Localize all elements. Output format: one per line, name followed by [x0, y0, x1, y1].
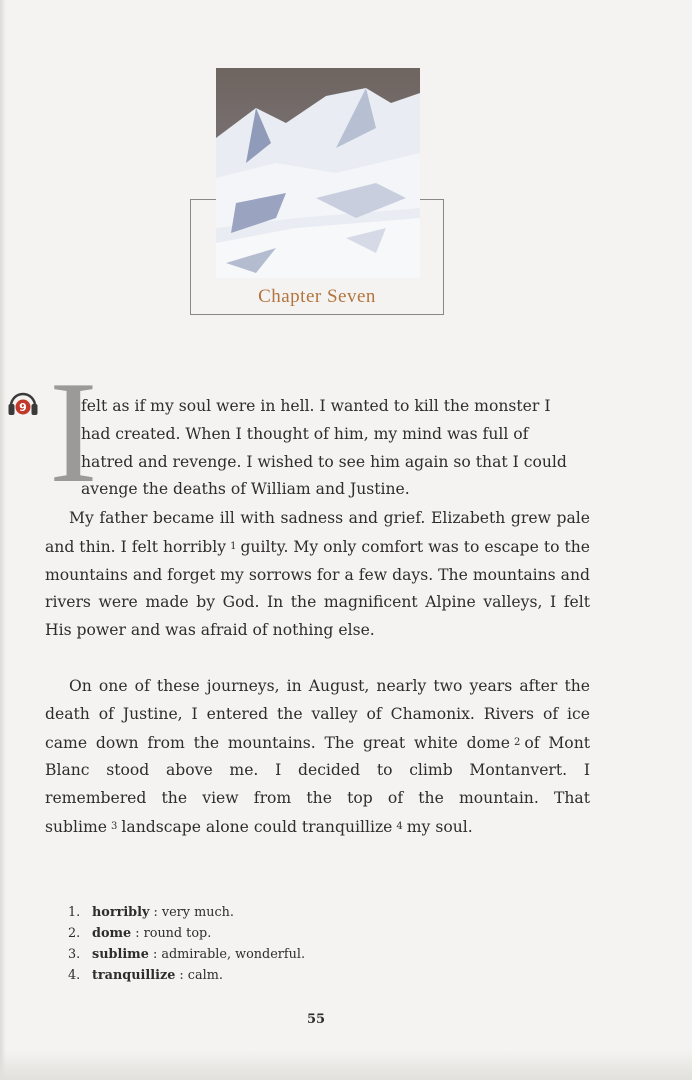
paragraph-1-line: hatred and revenge. I wished to see him again so that I could [81, 452, 567, 471]
footnotes [68, 902, 568, 986]
footnote-number: 2. [68, 926, 81, 941]
mountains-illustration [216, 68, 420, 278]
paragraph-3-text: landscape alone could tranquillize [121, 817, 393, 836]
paragraph-2-text: My father became ill with sadness and grief. Elizabeth grew pale and thin. I felt horribly [45, 509, 590, 556]
footnote-definition: : calm. [175, 968, 223, 983]
footnote-term: tranquillize [92, 968, 176, 983]
footnote-item [68, 944, 568, 965]
footnote-item [68, 923, 568, 944]
footnote-term: dome [92, 926, 132, 941]
paragraph-3-text: my soul. [406, 817, 473, 836]
headphones-icon[interactable] [7, 388, 39, 418]
paragraph-2-text: guilty. My only comfort was to escape to the mountains and forget my sorrows for a few days. The mountains and rivers were made by God. In the magnificent Alpine valleys, I felt His power and was afraid of nothing else. [45, 537, 590, 640]
footnote-definition: : round top. [131, 926, 212, 941]
footnote-number: 4. [68, 968, 81, 983]
footnote-ref-3: 3 [111, 820, 118, 832]
footnote-definition: : admirable, wonderful. [148, 947, 306, 962]
paragraph-3 [45, 673, 590, 842]
footnote-definition: : very much. [149, 905, 234, 920]
footnote-term: horribly [92, 905, 150, 920]
footnote-number: 3. [68, 947, 81, 962]
footnote-number: 1. [68, 905, 81, 920]
page-number: 55 [306, 1012, 326, 1027]
paragraph-3-text: On one of these journeys, in August, nearly two years after the death of Justine, I entered the valley of Chamonix. Rivers of ice came down from the mountains. The great white dome [45, 677, 590, 752]
paragraph-1-line: avenge the deaths of William and Justine. [81, 480, 410, 499]
paragraph-3-text: of Mont Blanc stood above me. I decided to climb Montanvert. I remembered the view from the top of the mountain. That sublime [45, 733, 591, 836]
chapter-illustration-mountains [216, 68, 420, 278]
paragraph-1 [45, 393, 590, 504]
paragraph-2 [45, 505, 590, 645]
chapter-title: Chapter Seven [258, 286, 376, 307]
footnote-item [68, 902, 568, 923]
drop-cap-letter: I [49, 351, 98, 513]
footnote-ref-2: 2 [514, 736, 521, 748]
footnote-item [68, 965, 568, 986]
paragraph-1-line: had created. When I thought of him, my mind was full of [81, 424, 529, 443]
paragraph-1-line: felt as if my soul were in hell. I wanted to kill the monster I [81, 397, 551, 415]
page-edge-shadow [0, 0, 6, 1080]
footnote-ref-4: 4 [396, 820, 403, 832]
audio-track-number: 9 [19, 401, 27, 414]
footnote-ref-1: 1 [230, 540, 237, 552]
page-bottom-shadow [0, 1050, 692, 1080]
footnote-term: sublime [92, 947, 149, 962]
